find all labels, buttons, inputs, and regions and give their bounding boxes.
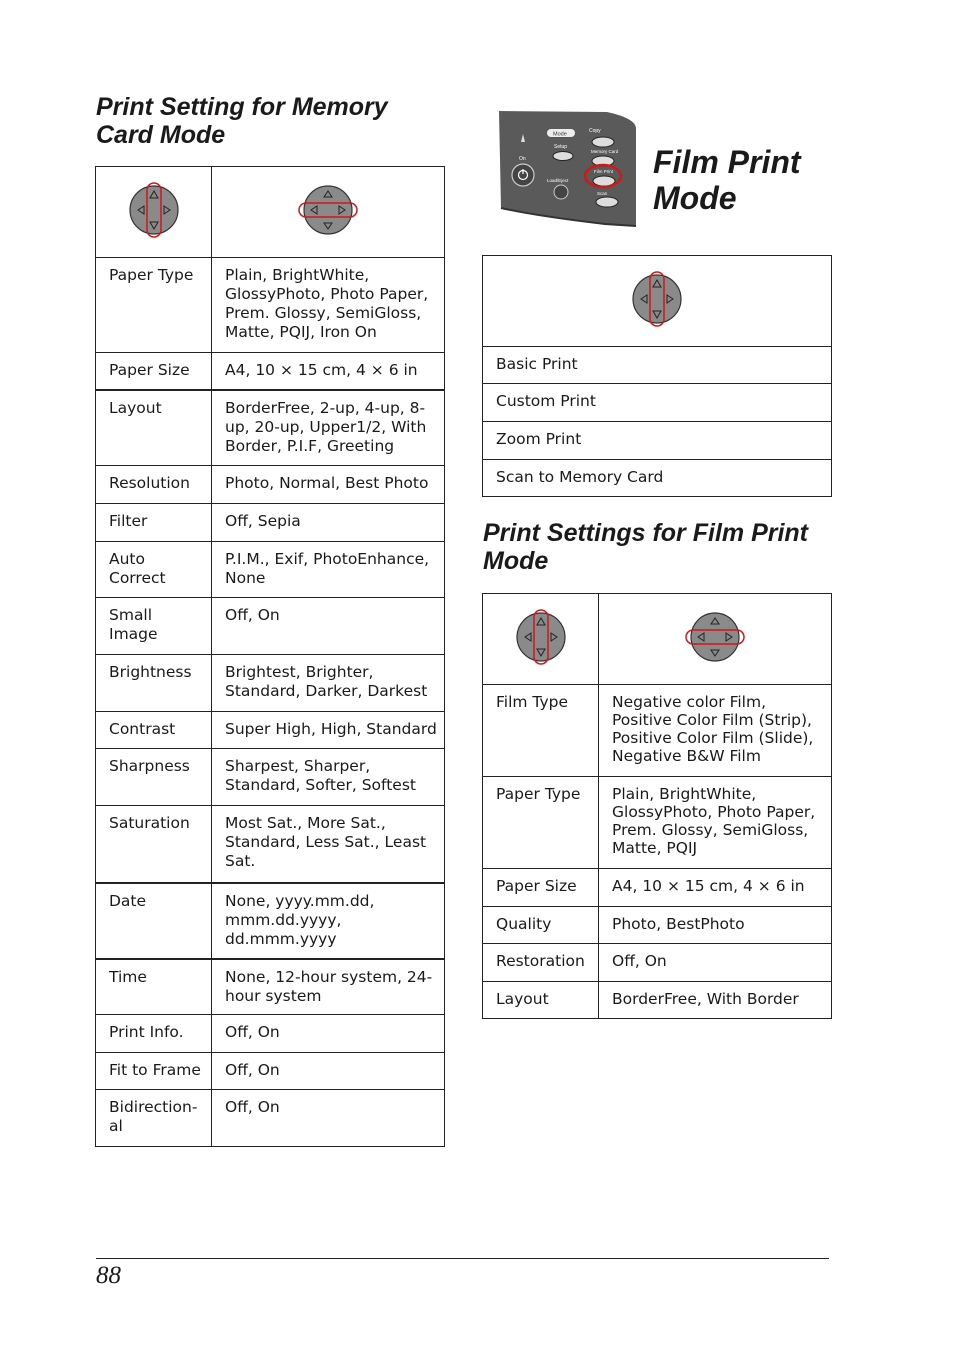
setting-label: Resolution: [96, 466, 212, 504]
film-print-item: Custom Print: [483, 384, 832, 422]
setting-value: Photo, BestPhoto: [599, 907, 832, 944]
table-row: [96, 806, 445, 883]
film-settings-table: [482, 593, 832, 1019]
table-row: [96, 712, 445, 749]
setting-value: Negative color Film, Positive Color Film (Strip), Positive Color Film (Slide), Negative B&W Film: [599, 685, 832, 777]
control-panel-illustration: [497, 108, 637, 232]
setting-value: BorderFree, 2-up, 4-up, 8-up, 20-up, Upper1/2, With Border, P.I.F, Greeting: [212, 390, 445, 466]
setting-value: Plain, BrightWhite, GlossyPhoto, Photo Paper, Prem. Glossy, SemiGloss, Matte, PQIJ: [599, 777, 832, 869]
control-panel-image: [497, 108, 637, 228]
footer-rule: [96, 1258, 829, 1259]
setting-value: None, yyyy.mm.dd, mmm.dd.yyyy, dd.mmm.yyyy: [212, 883, 445, 959]
table-row: [483, 907, 832, 944]
setting-label: Print Info.: [96, 1015, 212, 1053]
setting-value: BorderFree, With Border: [599, 982, 832, 1019]
power-button: [512, 164, 534, 186]
table-row: [96, 1090, 445, 1147]
table-row: [96, 258, 445, 353]
setting-label: Small Image: [96, 598, 212, 655]
svg-text:Copy: Copy: [589, 128, 601, 134]
table-row: [96, 883, 445, 959]
setting-label: Saturation: [96, 806, 212, 883]
setting-value: Off, On: [212, 598, 445, 655]
setting-label: Brightness: [96, 655, 212, 712]
setting-label: Film Type: [483, 685, 599, 777]
setting-label: Bidirection-al: [96, 1090, 212, 1147]
svg-text:On: On: [519, 156, 526, 162]
leftright-dial-icon: [684, 611, 746, 663]
leftright-dial-cell: [599, 594, 832, 685]
list-item: [483, 460, 832, 497]
setting-label: Auto Correct: [96, 542, 212, 598]
setting-label: Sharpness: [96, 749, 212, 806]
memory-card-heading: Print Setting for Memory Card Mode: [96, 93, 388, 149]
setting-label: Quality: [483, 907, 599, 944]
updown-dial-cell: [483, 256, 832, 347]
updown-dial-icon: [515, 608, 567, 666]
leftright-dial-icon: [297, 184, 359, 236]
memory-card-settings-table: [95, 166, 445, 1147]
film-print-item: Basic Print: [483, 347, 832, 384]
setting-value: None, 12-hour system, 24-hour system: [212, 959, 445, 1015]
table-row: [96, 655, 445, 712]
setting-value: Sharpest, Sharper, Standard, Softer, Softest: [212, 749, 445, 806]
setting-value: Most Sat., More Sat., Standard, Less Sat., Least Sat.: [212, 806, 445, 883]
svg-text:Film Print: Film Print: [594, 169, 613, 174]
setting-label: Filter: [96, 504, 212, 542]
setting-value: A4, 10 × 15 cm, 4 × 6 in: [599, 869, 832, 907]
svg-text:Mode: Mode: [553, 131, 567, 138]
setting-value: Off, Sepia: [212, 504, 445, 542]
table-row: [96, 1053, 445, 1090]
setting-label: Paper Size: [483, 869, 599, 907]
updown-dial-cell: [483, 594, 599, 685]
table-row: [96, 353, 445, 390]
setting-value: P.I.M., Exif, PhotoEnhance, None: [212, 542, 445, 598]
table-row: [483, 685, 832, 777]
setting-label: Layout: [96, 390, 212, 466]
table-row: [483, 869, 832, 907]
leftright-dial-cell: [212, 167, 445, 258]
table-row: [96, 504, 445, 542]
setting-value: Brightest, Brighter, Standard, Darker, Darkest: [212, 655, 445, 712]
setting-label: Contrast: [96, 712, 212, 749]
table-row: [96, 542, 445, 598]
setting-label: Paper Type: [483, 777, 599, 869]
table-row: [96, 466, 445, 504]
icon-row: [483, 594, 832, 685]
setting-value: Off, On: [599, 944, 832, 982]
setting-value: Photo, Normal, Best Photo: [212, 466, 445, 504]
film-print-item: Zoom Print: [483, 422, 832, 460]
setting-value: A4, 10 × 15 cm, 4 × 6 in: [212, 353, 445, 390]
svg-text:Setup: Setup: [554, 144, 568, 150]
updown-dial-icon: [631, 270, 683, 328]
setting-label: Fit to Frame: [96, 1053, 212, 1090]
list-item: [483, 347, 832, 384]
table-row: [96, 390, 445, 466]
svg-text:Scan: Scan: [597, 191, 608, 196]
setting-value: Off, On: [212, 1015, 445, 1053]
film-print-item: Scan to Memory Card: [483, 460, 832, 497]
film-print-heading: Film Print Mode: [653, 144, 801, 216]
table-row: [96, 749, 445, 806]
setting-value: Off, On: [212, 1053, 445, 1090]
page-number: 88: [96, 1262, 121, 1289]
setting-label: Paper Size: [96, 353, 212, 390]
icon-row: [483, 256, 832, 347]
setting-label: Paper Type: [96, 258, 212, 353]
table-row: [96, 959, 445, 1015]
setting-value: Off, On: [212, 1090, 445, 1147]
list-item: [483, 422, 832, 460]
table-row: [96, 598, 445, 655]
setting-label: Time: [96, 959, 212, 1015]
setting-label: Date: [96, 883, 212, 959]
svg-text:Load/Eject: Load/Eject: [547, 178, 569, 183]
film-settings-heading: Print Settings for Film Print Mode: [483, 519, 809, 575]
updown-dial-icon: [128, 181, 180, 239]
setting-label: Restoration: [483, 944, 599, 982]
setting-label: Layout: [483, 982, 599, 1019]
table-row: [483, 944, 832, 982]
svg-text:Memory Card: Memory Card: [591, 149, 619, 154]
updown-dial-cell: [96, 167, 212, 258]
list-item: [483, 384, 832, 422]
film-print-items-table: [482, 255, 832, 497]
setting-value: Super High, High, Standard: [212, 712, 445, 749]
table-row: [483, 777, 832, 869]
icon-row: [96, 167, 445, 258]
table-row: [483, 982, 832, 1019]
table-row: [96, 1015, 445, 1053]
setting-value: Plain, BrightWhite, GlossyPhoto, Photo Paper, Prem. Glossy, SemiGloss, Matte, PQIJ, Iron On: [212, 258, 445, 353]
